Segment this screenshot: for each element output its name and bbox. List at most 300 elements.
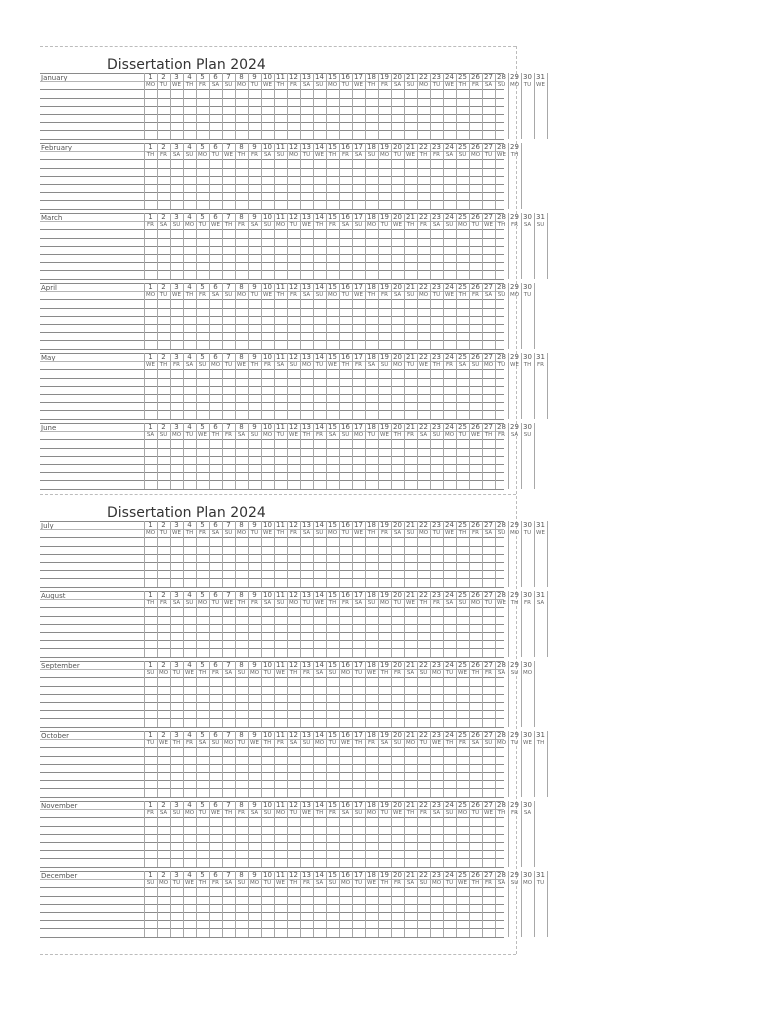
weekday-abbr: FR <box>173 361 180 368</box>
day-number: 5 <box>200 212 205 221</box>
weekday-abbr: TH <box>380 879 389 886</box>
weekday-abbr: TH <box>367 81 376 88</box>
day-number: 12 <box>289 422 298 431</box>
grid-row-line <box>40 419 504 420</box>
weekday-abbr: WE <box>237 361 246 368</box>
day-number: 11 <box>276 800 285 809</box>
day-number: 20 <box>393 660 402 669</box>
day-number: 8 <box>239 660 244 669</box>
day-number: 20 <box>393 590 402 599</box>
grid-row-line <box>40 378 504 379</box>
weekday-abbr: WE <box>315 599 324 606</box>
day-number: 3 <box>174 422 179 431</box>
weekday-abbr: TH <box>185 291 194 298</box>
day-number: 9 <box>252 660 257 669</box>
weekday-abbr: FR <box>381 81 388 88</box>
weekday-abbr: SU <box>276 151 285 158</box>
day-number: 1 <box>148 212 153 221</box>
weekday-abbr: TH <box>172 739 181 746</box>
weekday-abbr: FR <box>160 151 167 158</box>
day-number: 4 <box>187 870 192 879</box>
weekday-abbr: SA <box>432 809 441 816</box>
day-number: 27 <box>484 282 493 291</box>
day-number: 3 <box>174 590 179 599</box>
weekday-abbr: SA <box>185 361 194 368</box>
grid-row-line <box>40 904 504 905</box>
month-grid[interactable] <box>40 212 545 280</box>
day-number: 15 <box>328 520 337 529</box>
weekday-abbr: TU <box>289 221 298 228</box>
weekday-abbr: WE <box>263 291 272 298</box>
day-number: 2 <box>161 352 166 361</box>
weekday-abbr: WE <box>211 221 220 228</box>
day-number: 30 <box>523 212 532 221</box>
weekday-abbr: FR <box>472 529 479 536</box>
weekday-abbr: TU <box>276 431 285 438</box>
weekday-abbr: SA <box>159 809 168 816</box>
day-number: 30 <box>523 72 532 81</box>
weekday-abbr: SA <box>328 431 337 438</box>
weekday-abbr: TH <box>146 599 155 606</box>
month-grid[interactable] <box>40 422 532 490</box>
month-grid[interactable] <box>40 352 545 420</box>
day-number: 30 <box>523 422 532 431</box>
weekday-abbr: SA <box>224 879 233 886</box>
day-number: 18 <box>367 72 376 81</box>
weekday-abbr: WE <box>523 739 532 746</box>
day-number: 28 <box>497 590 506 599</box>
weekday-abbr: TU <box>432 529 441 536</box>
day-number: 29 <box>510 800 519 809</box>
day-number: 11 <box>276 352 285 361</box>
weekday-abbr: FR <box>485 879 492 886</box>
day-number: 24 <box>445 282 454 291</box>
day-number: 8 <box>239 72 244 81</box>
weekday-abbr: MO <box>223 739 234 746</box>
day-number: 20 <box>393 520 402 529</box>
day-number: 13 <box>302 520 311 529</box>
day-number: 2 <box>161 520 166 529</box>
month-grid[interactable] <box>40 590 545 658</box>
grid-row-line <box>40 727 504 728</box>
day-number: 22 <box>419 660 428 669</box>
weekday-abbr: WE <box>172 529 181 536</box>
grid-row-line <box>40 826 504 827</box>
month-grid[interactable] <box>40 870 545 938</box>
day-number: 21 <box>406 72 415 81</box>
day-number: 14 <box>315 870 324 879</box>
weekday-abbr: TU <box>198 809 207 816</box>
day-number: 30 <box>523 352 532 361</box>
weekday-abbr: SU <box>458 599 467 606</box>
day-number: 3 <box>174 142 179 151</box>
day-number: 24 <box>445 142 454 151</box>
weekday-abbr: FR <box>225 431 232 438</box>
weekday-abbr: TU <box>419 739 428 746</box>
weekday-abbr: MO <box>509 291 520 298</box>
weekday-abbr: MO <box>379 599 390 606</box>
weekday-abbr: SA <box>354 151 363 158</box>
weekday-abbr: WE <box>367 879 376 886</box>
day-number: 13 <box>302 142 311 151</box>
day-number: 31 <box>536 212 545 221</box>
weekday-abbr: MO <box>236 529 247 536</box>
day-number: 25 <box>458 72 467 81</box>
weekday-abbr: MO <box>197 151 208 158</box>
weekday-abbr: TH <box>510 599 519 606</box>
grid-row-line <box>40 842 504 843</box>
day-number: 3 <box>174 72 179 81</box>
month-grid[interactable] <box>40 520 545 588</box>
weekday-abbr: TH <box>198 879 207 886</box>
grid-row-line <box>40 640 504 641</box>
weekday-abbr: TH <box>445 739 454 746</box>
day-number: 7 <box>226 660 231 669</box>
weekday-abbr: MO <box>522 669 533 676</box>
day-number: 8 <box>239 520 244 529</box>
day-number: 17 <box>354 212 363 221</box>
weekday-abbr: TU <box>354 879 363 886</box>
day-number: 25 <box>458 520 467 529</box>
day-number: 1 <box>148 282 153 291</box>
weekday-abbr: MO <box>314 739 325 746</box>
grid-row-line <box>40 184 504 185</box>
month-label: February <box>41 144 73 152</box>
weekday-abbr: FR <box>147 221 154 228</box>
grid-row-line <box>40 316 504 317</box>
weekday-abbr: TU <box>523 81 532 88</box>
weekday-abbr: MO <box>418 529 429 536</box>
day-number: 14 <box>315 142 324 151</box>
day-number: 18 <box>367 520 376 529</box>
cut-line-horizontal <box>40 494 516 495</box>
grid-row-line <box>40 480 504 481</box>
weekday-abbr: MO <box>197 599 208 606</box>
day-number: 10 <box>263 590 272 599</box>
day-number: 1 <box>148 352 153 361</box>
grid-row-line <box>40 200 504 201</box>
grid-row-line <box>40 168 504 169</box>
month-grid[interactable] <box>40 72 545 140</box>
weekday-abbr: SU <box>419 669 428 676</box>
weekday-abbr: TU <box>315 361 324 368</box>
day-number: 17 <box>354 142 363 151</box>
weekday-abbr: MO <box>236 81 247 88</box>
weekday-abbr: WE <box>484 809 493 816</box>
weekday-abbr: MO <box>509 529 520 536</box>
day-number: 21 <box>406 870 415 879</box>
weekday-abbr: MO <box>249 669 260 676</box>
month-grid[interactable] <box>40 142 519 210</box>
weekday-abbr: WE <box>211 809 220 816</box>
day-number: 2 <box>161 660 166 669</box>
weekday-abbr: SU <box>276 599 285 606</box>
weekday-abbr: FR <box>342 599 349 606</box>
weekday-abbr: SA <box>211 529 220 536</box>
weekday-abbr: TH <box>471 669 480 676</box>
weekday-abbr: SA <box>237 431 246 438</box>
weekday-abbr: TU <box>302 599 311 606</box>
weekday-abbr: TU <box>341 529 350 536</box>
day-number: 30 <box>523 590 532 599</box>
weekday-abbr: SA <box>289 739 298 746</box>
weekday-abbr: MO <box>301 361 312 368</box>
grid-row-line <box>40 578 504 579</box>
day-number: 14 <box>315 590 324 599</box>
day-number: 3 <box>174 800 179 809</box>
day-number: 16 <box>341 590 350 599</box>
weekday-abbr: WE <box>185 879 194 886</box>
day-number: 6 <box>213 422 218 431</box>
weekday-abbr: FR <box>394 879 401 886</box>
day-number: 15 <box>328 660 337 669</box>
weekday-abbr: SA <box>393 291 402 298</box>
day-number: 4 <box>187 730 192 739</box>
day-number: 13 <box>302 870 311 879</box>
day-number: 16 <box>341 660 350 669</box>
weekday-abbr: FR <box>355 361 362 368</box>
day-number: 15 <box>328 870 337 879</box>
weekday-abbr: MO <box>457 221 468 228</box>
grid-row-line <box>40 867 504 868</box>
weekday-abbr: FR <box>199 291 206 298</box>
day-number: 6 <box>213 730 218 739</box>
weekday-abbr: WE <box>367 669 376 676</box>
weekday-abbr: SU <box>289 361 298 368</box>
day-number: 2 <box>161 730 166 739</box>
day-number: 5 <box>200 72 205 81</box>
weekday-abbr: WE <box>445 291 454 298</box>
weekday-abbr: FR <box>524 599 531 606</box>
grid-row-line <box>40 159 504 160</box>
weekday-abbr: SU <box>146 879 155 886</box>
day-number: 21 <box>406 422 415 431</box>
weekday-abbr: TH <box>458 291 467 298</box>
grid-row-line <box>40 402 504 403</box>
weekday-abbr: SU <box>211 739 220 746</box>
weekday-abbr: TU <box>250 291 259 298</box>
day-number: 5 <box>200 800 205 809</box>
weekday-abbr: SA <box>367 361 376 368</box>
weekday-abbr: SU <box>237 669 246 676</box>
day-number: 19 <box>380 800 389 809</box>
grid-row-line <box>40 887 504 888</box>
day-number: 6 <box>213 282 218 291</box>
day-number: 3 <box>174 870 179 879</box>
day-number: 28 <box>497 72 506 81</box>
day-number: 20 <box>393 800 402 809</box>
weekday-abbr: SA <box>198 739 207 746</box>
weekday-abbr: SU <box>341 431 350 438</box>
day-number: 29 <box>510 212 519 221</box>
day-number: 11 <box>276 870 285 879</box>
day-number: 20 <box>393 870 402 879</box>
day-number: 28 <box>497 142 506 151</box>
weekday-abbr: TU <box>159 81 168 88</box>
grid-row-line <box>40 448 504 449</box>
day-number: 22 <box>419 72 428 81</box>
day-number: 28 <box>497 660 506 669</box>
weekday-abbr: SA <box>471 739 480 746</box>
day-number: 18 <box>367 352 376 361</box>
weekday-abbr: TU <box>172 879 181 886</box>
day-number: 9 <box>252 142 257 151</box>
day-number: 4 <box>187 422 192 431</box>
day-number: 13 <box>302 660 311 669</box>
grid-row-line <box>40 386 504 387</box>
day-number: 8 <box>239 212 244 221</box>
weekday-abbr: SA <box>302 291 311 298</box>
weekday-abbr: SA <box>159 221 168 228</box>
weekday-abbr: TH <box>354 739 363 746</box>
day-number: 7 <box>226 730 231 739</box>
day-number: 1 <box>148 422 153 431</box>
day-number: 24 <box>445 730 454 739</box>
grid-row-line <box>40 850 504 851</box>
day-number: 2 <box>161 212 166 221</box>
weekday-abbr: MO <box>392 361 403 368</box>
month-grid[interactable] <box>40 730 545 798</box>
weekday-abbr: TH <box>211 431 220 438</box>
day-number: 27 <box>484 870 493 879</box>
month-grid[interactable] <box>40 800 532 868</box>
day-number: 2 <box>161 870 166 879</box>
month-label: October <box>41 732 70 740</box>
weekday-abbr: SU <box>302 739 311 746</box>
day-number: 24 <box>445 870 454 879</box>
day-number: 27 <box>484 212 493 221</box>
grid-row-line <box>40 246 504 247</box>
weekday-abbr: MO <box>418 81 429 88</box>
day-number: 6 <box>213 870 218 879</box>
weekday-abbr: TU <box>510 739 519 746</box>
day-number: 27 <box>484 660 493 669</box>
day-number: 19 <box>380 730 389 739</box>
grid-row-line <box>40 896 504 897</box>
day-number: 4 <box>187 800 192 809</box>
day-number: 27 <box>484 800 493 809</box>
page-title: Dissertation Plan 2024 <box>107 505 266 521</box>
weekday-abbr: SU <box>432 431 441 438</box>
weekday-abbr: SA <box>354 599 363 606</box>
day-number: 18 <box>367 142 376 151</box>
weekday-abbr: FR <box>381 291 388 298</box>
weekday-abbr: SA <box>445 151 454 158</box>
weekday-abbr: SA <box>419 431 428 438</box>
weekday-abbr: TH <box>328 599 337 606</box>
weekday-abbr: WE <box>302 221 311 228</box>
weekday-abbr: TH <box>263 739 272 746</box>
day-number: 15 <box>328 730 337 739</box>
grid-row-line <box>40 270 504 271</box>
weekday-abbr: SU <box>172 221 181 228</box>
weekday-abbr: MO <box>171 431 182 438</box>
day-number: 1 <box>148 660 153 669</box>
day-number: 28 <box>497 282 506 291</box>
weekday-abbr: TH <box>510 151 519 158</box>
weekday-abbr: SU <box>536 221 545 228</box>
day-number: 17 <box>354 730 363 739</box>
day-number: 23 <box>432 352 441 361</box>
day-number: 13 <box>302 590 311 599</box>
day-number: 5 <box>200 870 205 879</box>
day-number: 3 <box>174 352 179 361</box>
weekday-abbr: MO <box>210 361 221 368</box>
grid-row-line <box>40 262 504 263</box>
grid-row-line <box>40 562 504 563</box>
grid-column-line <box>547 353 548 419</box>
day-number: 24 <box>445 212 454 221</box>
day-number: 19 <box>380 212 389 221</box>
weekday-abbr: MO <box>275 221 286 228</box>
day-number: 26 <box>471 282 480 291</box>
day-number: 11 <box>276 520 285 529</box>
weekday-abbr: SU <box>523 431 532 438</box>
day-number: 25 <box>458 142 467 151</box>
weekday-abbr: SA <box>250 809 259 816</box>
weekday-abbr: WE <box>510 361 519 368</box>
day-number: 10 <box>263 282 272 291</box>
day-number: 13 <box>302 422 311 431</box>
weekday-abbr: TH <box>185 529 194 536</box>
weekday-abbr: TU <box>432 81 441 88</box>
weekday-abbr: TU <box>536 879 545 886</box>
weekday-abbr: TH <box>419 151 428 158</box>
grid-row-line <box>40 764 504 765</box>
weekday-abbr: SU <box>263 221 272 228</box>
weekday-abbr: TH <box>146 151 155 158</box>
weekday-abbr: TU <box>445 879 454 886</box>
weekday-abbr: WE <box>185 669 194 676</box>
weekday-abbr: SU <box>315 81 324 88</box>
weekday-abbr: SU <box>510 879 519 886</box>
weekday-abbr: SU <box>471 361 480 368</box>
day-number: 29 <box>510 870 519 879</box>
weekday-abbr: TU <box>341 81 350 88</box>
day-number: 23 <box>432 142 441 151</box>
weekday-abbr: MO <box>262 431 273 438</box>
month-grid[interactable] <box>40 660 533 728</box>
day-number: 25 <box>458 422 467 431</box>
weekday-abbr: TU <box>263 879 272 886</box>
weekday-abbr: TH <box>185 81 194 88</box>
grid-row-line <box>40 464 504 465</box>
grid-row-line <box>40 439 504 440</box>
weekday-abbr: WE <box>224 151 233 158</box>
day-number: 31 <box>536 590 545 599</box>
day-number: 22 <box>419 730 428 739</box>
weekday-abbr: SU <box>146 669 155 676</box>
grid-row-line <box>40 607 504 608</box>
day-number: 16 <box>341 352 350 361</box>
day-number: 19 <box>380 352 389 361</box>
weekday-abbr: SU <box>393 739 402 746</box>
grid-row-line <box>40 570 504 571</box>
weekday-abbr: WE <box>497 151 506 158</box>
day-number: 27 <box>484 590 493 599</box>
grid-row-line <box>40 98 504 99</box>
grid-column-line <box>547 591 548 657</box>
month-grid[interactable] <box>40 282 532 350</box>
weekday-abbr: MO <box>145 529 156 536</box>
weekday-abbr: SA <box>393 81 402 88</box>
weekday-abbr: TU <box>328 739 337 746</box>
weekday-abbr: TH <box>341 361 350 368</box>
weekday-abbr: TU <box>224 361 233 368</box>
day-number: 13 <box>302 72 311 81</box>
grid-column-line <box>521 143 522 209</box>
weekday-abbr: FR <box>290 291 297 298</box>
